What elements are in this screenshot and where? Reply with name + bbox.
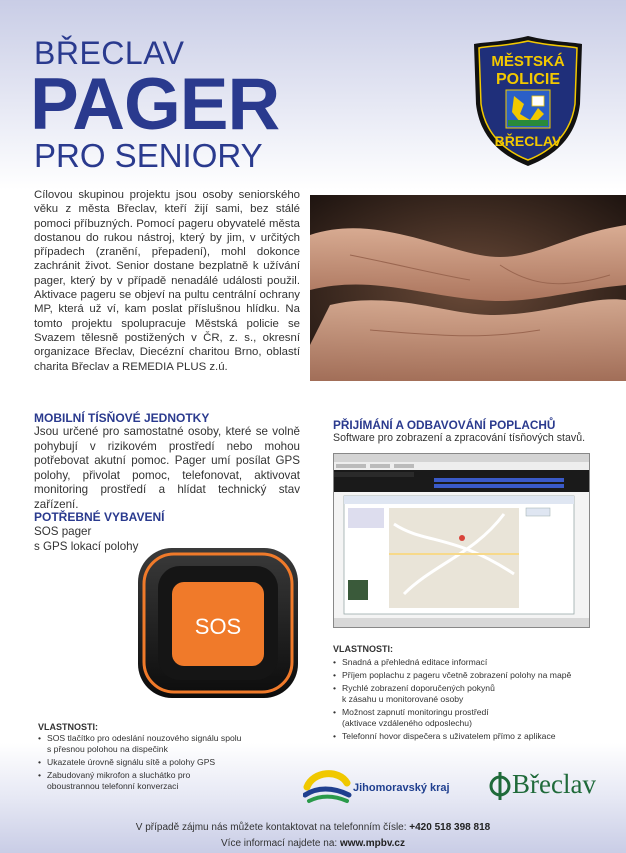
pager-props-list — [38, 733, 288, 794]
pager-props-heading: VLASTNOSTI: — [38, 722, 98, 732]
list-item: • Snadná a přehledná editace informací — [333, 657, 613, 668]
software-screenshot — [333, 453, 590, 628]
receiving-text: Software pro zobrazení a zpracování tísňových stavů. — [333, 432, 586, 444]
equipment-line-1: SOS pager — [34, 525, 92, 538]
software-props-heading: VLASTNOSTI: — [333, 644, 393, 654]
mobile-units-text: Jsou určené pro samostatné osoby, které se volně pohybují v rizikovém prostředí nebo mohou potřebovat akutní pomoc. Pager umí posílat GPS polohy, přivolat pomoc, telefonovat, aktivovat monitoring prostředí a hlídat technický stav zařízení. — [34, 425, 300, 511]
region-logo-text: Jihomoravský kraj — [353, 782, 450, 794]
list-item: • SOS tlačítko pro odeslání nouzového signálu spolu s přesnou polohou na dispečink — [38, 733, 288, 754]
police-badge-icon — [472, 34, 584, 168]
sos-button-label: SOS — [194, 614, 242, 639]
list-item: • Ukazatele úrovně signálu sítě a polohy GPS — [38, 757, 288, 768]
mobile-units-heading: MOBILNÍ TÍSŇOVÉ JEDNOTKY — [34, 411, 210, 425]
contact-phone-line — [0, 822, 626, 833]
contact-phone-prefix: V případě zájmu nás můžete kontaktovat na telefonním čísle: — [135, 822, 407, 833]
list-item: • Rychlé zobrazení doporučených pokynů k zásahu u monitorované osoby — [333, 683, 613, 704]
list-item: • Telefonní hovor dispečera s uživatelem přímo z aplikace — [333, 731, 613, 742]
subtitle: PRO SENIORY — [34, 137, 263, 174]
list-item: • Zabudovaný mikrofon a sluchátko pro oboustrannou telefonní konverzaci — [38, 770, 288, 791]
equipment-list — [34, 524, 138, 554]
equipment-line-2: s GPS lokací polohy — [34, 540, 139, 553]
receiving-heading: PŘIJÍMÁNÍ A ODBAVOVÁNÍ POPLACHŮ — [333, 418, 556, 432]
intro-paragraph: Cílovou skupinou projektu jsou osoby seniorského věku z města Břeclav, kteří žijí sami, bez stálé pomoci příbuzných. Pomocí pageru obyvatelé města dostanou do rukou nástroj, který by jim, v určitých případech (zranění, přepadení), mohl dokonce zachránit život. Senior dostane bezplatně k užívání pager, který by v případě nenadálé události použil. Aktivace pageru se objeví na pultu centrální ochrany MP, která už ví, kam poslat příslušnou hlídku. Na tomto projektu spolupracuje Městská policie se Svazem tělesně postižených v ČR, z. s., okresní organizace Břeclav, Diecézní charitou Brno, oblastí charita Břeclav a REMEDIA PLUS z.ú. — [34, 189, 300, 373]
list-item: • Příjem poplachu z pageru včetně zobrazení polohy na mapě — [333, 670, 613, 681]
list-item: • Možnost zapnutí monitoringu prostředí (aktivace vzdáleného odposlechu) — [333, 707, 613, 728]
equipment-heading: POTŘEBNÉ VYBAVENÍ — [34, 510, 165, 524]
badge-middle-text: POLICIE — [495, 71, 561, 88]
contact-phone[interactable]: +420 518 398 818 — [409, 822, 491, 833]
city-logo-text: Břeclav — [512, 769, 596, 799]
hands-photo — [310, 195, 626, 381]
contact-web-line — [0, 838, 626, 849]
software-props-list — [333, 657, 613, 744]
badge-bottom-text: BŘECLAV — [494, 133, 562, 149]
contact-web-prefix: Více informací najdete na: — [221, 838, 338, 849]
contact-web-link[interactable]: www.mpbv.cz — [339, 838, 405, 849]
badge-top-text: MĚSTSKÁ — [491, 53, 565, 70]
city-title: BŘECLAV — [34, 35, 185, 71]
sos-pager-image — [132, 542, 304, 704]
main-title: PAGER — [30, 64, 280, 145]
